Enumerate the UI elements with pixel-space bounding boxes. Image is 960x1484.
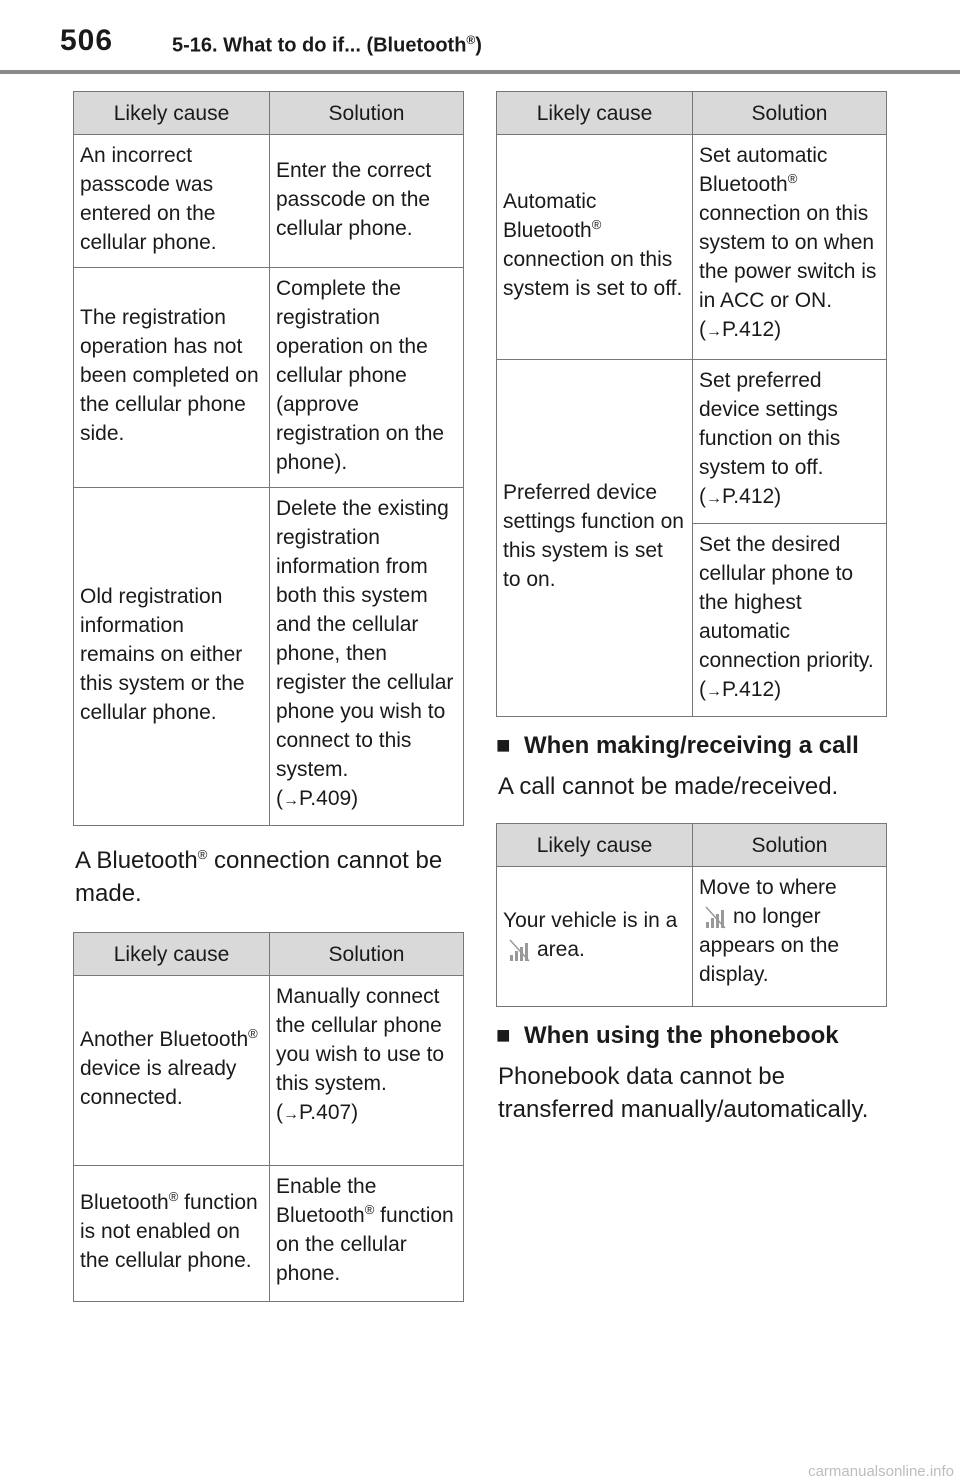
page-reference-link[interactable]: P.409: [299, 787, 352, 810]
page-reference-link[interactable]: P.412: [722, 678, 775, 701]
no-signal-icon: [509, 938, 531, 962]
reference-arrow-icon: →: [283, 1106, 299, 1123]
column-header-solution: Solution: [270, 92, 464, 135]
column-header-cause: Likely cause: [74, 92, 270, 135]
table-row: [74, 268, 464, 488]
column-header-solution: Solution: [693, 92, 887, 135]
no-signal-icon: [705, 905, 727, 929]
solution-cell: Enable the Bluetooth® function on the cellular phone.: [270, 1166, 464, 1302]
table-row: [74, 1166, 464, 1302]
call-section-heading: ■ When making/receiving a call: [496, 729, 887, 762]
cause-cell: Bluetooth® function is not enabled on the cellular phone.: [74, 1166, 270, 1302]
call-problem-text: A call cannot be made/received.: [498, 773, 839, 800]
cause-cell: Automatic Bluetooth® connection on this system is set to off.: [497, 135, 693, 360]
solution-cell: Enter the correct passcode on the cellular phone.: [270, 135, 464, 268]
phonebook-problem-text: Phonebook data cannot be transferred manually/automatically.: [498, 1063, 869, 1123]
connection-troubleshooting-table: [73, 932, 464, 1302]
solution-cell: Manually connect the cellular phone you wish to use to this system. (→P.407): [270, 976, 464, 1166]
reference-arrow-icon: →: [283, 792, 299, 809]
solution-cell: Complete the registration operation on the cellular phone (approve registration on the phone).: [270, 268, 464, 488]
cause-cell: Your vehicle is in aarea.: [497, 867, 693, 1007]
bullet-square-icon: ■: [496, 732, 511, 759]
table-row: [74, 976, 464, 1166]
call-troubleshooting-table: [496, 823, 887, 1007]
watermark: carmanualsonline.info: [808, 1463, 954, 1480]
right-column: [496, 91, 887, 1126]
solution-cell: Move to where no longer appears on the display.: [693, 867, 887, 1007]
phonebook-section-heading: ■ When using the phonebook: [496, 1019, 887, 1052]
reference-arrow-icon: →: [706, 323, 722, 340]
table-row: [74, 488, 464, 826]
table-row: [497, 360, 887, 524]
table-row: [497, 867, 887, 1007]
solution-cell: Set automatic Bluetooth® connection on this system to on when the power switch is in ACC or ON. (→P.412): [693, 135, 887, 360]
solution-cell: Set the desired cellular phone to the highest automatic connection priority. (→P.412): [693, 524, 887, 717]
header-divider: [0, 70, 960, 74]
passcode-troubleshooting-table: [73, 91, 464, 826]
connection-problem-text: A Bluetooth® connection cannot be made.: [75, 847, 443, 907]
page-reference-link[interactable]: P.412: [722, 485, 775, 508]
auto-connection-table: [496, 91, 887, 717]
table-row: [74, 135, 464, 268]
bullet-square-icon: ■: [496, 1022, 511, 1049]
page-reference-link[interactable]: P.412: [722, 318, 775, 341]
solution-cell: Delete the existing registration information from both this system and the cellular phone, then register the cellular phone you wish to connect to this system. (→P.409): [270, 488, 464, 826]
left-column: [73, 91, 464, 1302]
column-header-cause: Likely cause: [497, 92, 693, 135]
cause-cell: Preferred device settings function on this system is set to on.: [497, 360, 693, 717]
cause-cell: The registration operation has not been completed on the cellular phone side.: [74, 268, 270, 488]
reference-arrow-icon: →: [706, 683, 722, 700]
reference-arrow-icon: →: [706, 490, 722, 507]
page-number: 506: [60, 24, 114, 57]
cause-cell: Old registration information remains on either this system or the cellular phone.: [74, 488, 270, 826]
column-header-cause: Likely cause: [497, 824, 693, 867]
cause-cell: An incorrect passcode was entered on the cellular phone.: [74, 135, 270, 268]
solution-cell: Set preferred device settings function on this system to off. (→P.412): [693, 360, 887, 524]
cause-cell: Another Bluetooth® device is already connected.: [74, 976, 270, 1166]
section-title: 5-16. What to do if... (Bluetooth®): [172, 33, 482, 57]
column-header-solution: Solution: [270, 933, 464, 976]
column-header-cause: Likely cause: [74, 933, 270, 976]
column-header-solution: Solution: [693, 824, 887, 867]
page-reference-link[interactable]: P.407: [299, 1101, 352, 1124]
table-row: [497, 135, 887, 360]
